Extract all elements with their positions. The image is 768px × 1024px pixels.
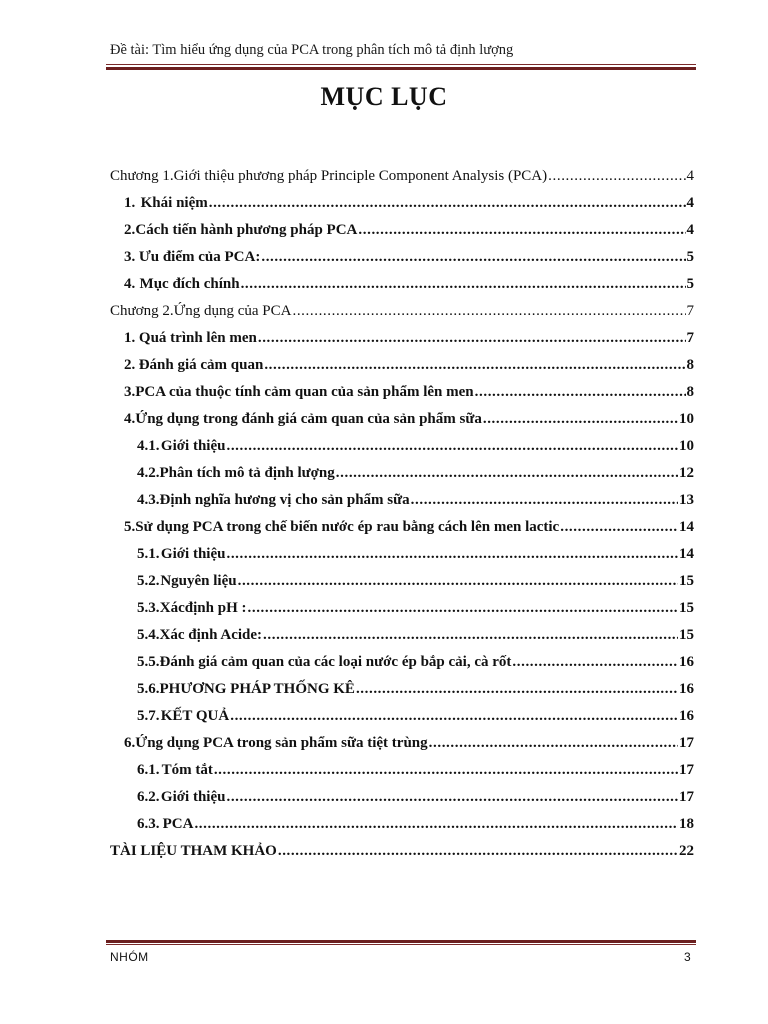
toc-entry-number: 5.2. xyxy=(137,573,160,589)
toc-entry-page: 8 xyxy=(686,384,694,400)
toc-entry-label: Ứng dụng trong đánh giá cảm quan của sản phẩm sữa xyxy=(135,411,482,427)
toc-entry-label: Khái niệm xyxy=(140,195,208,211)
toc-entry-page: 16 xyxy=(679,654,694,670)
toc-entry[interactable] xyxy=(110,487,694,514)
toc-entry-label: Ứng dụng PCA trong sản phẩm sữa tiệt trùng xyxy=(135,735,428,751)
toc-entry-label: Sử dụng PCA trong chế biến nước ép rau bằng cách lên men lactic xyxy=(135,519,560,535)
toc-entry[interactable] xyxy=(110,244,694,271)
toc-entry-number: 1. xyxy=(124,330,136,346)
toc-entry[interactable] xyxy=(110,649,694,676)
toc-entry-number: 5.1. xyxy=(137,546,160,562)
toc-entry-label: KẾT QUẢ xyxy=(160,708,230,724)
toc-entry[interactable] xyxy=(110,271,694,298)
toc-entry[interactable] xyxy=(110,406,694,433)
toc-entry[interactable] xyxy=(110,190,694,217)
toc-dot-leader xyxy=(241,271,686,298)
toc-entry[interactable] xyxy=(110,676,694,703)
footer-rule-thick xyxy=(106,940,696,943)
toc-dot-leader xyxy=(475,379,686,406)
toc-entry-label: Ứng dụng của PCA xyxy=(173,303,292,319)
toc-entry-label: Định nghĩa hương vị cho sản phẩm sữa xyxy=(159,492,410,508)
toc-entry-label: Quá trình lên men xyxy=(138,330,257,346)
toc-entry-number: 6. xyxy=(124,735,136,751)
toc-entry-page: 18 xyxy=(679,816,694,832)
toc-entry-number: 3. xyxy=(124,384,136,400)
toc-dot-leader xyxy=(214,757,678,784)
toc-entry-page: 10 xyxy=(679,438,694,454)
toc-entry-page: 16 xyxy=(679,708,694,724)
toc-entry-number: Chương 1. xyxy=(110,168,174,184)
toc-entry-page: 17 xyxy=(679,762,694,778)
toc-entry-number: 4.1. xyxy=(137,438,160,454)
toc-entry-label: Giới thiệu xyxy=(160,438,226,454)
toc-entry-label: Giới thiệu xyxy=(160,546,226,562)
toc-entry-label: Mục đích chính xyxy=(139,276,240,292)
toc-dot-leader xyxy=(209,190,686,217)
toc-entry-label: Ưu điểm của PCA: xyxy=(138,249,261,265)
toc-dot-leader xyxy=(548,163,685,190)
toc-entry-label: Giới thiệu phương pháp Principle Component Analysis (PCA) xyxy=(173,168,548,184)
toc-entry-label: Xác định Acide: xyxy=(159,627,263,643)
toc-entry-number: 6.1. xyxy=(137,762,160,778)
toc-entry-label: Xácđịnh pH : xyxy=(159,600,247,616)
toc-entry-label: Đánh giá cảm quan của các loại nước ép bắp cải, cà rốt xyxy=(159,654,512,670)
toc-entry-page: 17 xyxy=(679,735,694,751)
toc-entry-number: 6.2. xyxy=(137,789,160,805)
toc-entry-page: 15 xyxy=(679,627,694,643)
toc-dot-leader xyxy=(278,838,678,865)
toc-dot-leader xyxy=(263,622,678,649)
header-title: Đề tài: Tìm hiểu ứng dụng của PCA trong phân tích mô tả định lượng xyxy=(110,42,514,58)
toc-entry[interactable] xyxy=(110,325,694,352)
footer-label: NHÓM xyxy=(110,950,149,964)
table-of-contents xyxy=(110,163,694,865)
toc-entry-label: Giới thiệu xyxy=(160,789,226,805)
toc-entry-label: Phân tích mô tả định lượng xyxy=(159,465,335,481)
toc-entry[interactable] xyxy=(110,811,694,838)
toc-title: MỤC LỤC xyxy=(320,82,448,111)
toc-entry[interactable] xyxy=(110,460,694,487)
toc-entry-number: 5.6. xyxy=(137,681,160,697)
toc-entry-page: 16 xyxy=(679,681,694,697)
toc-entry[interactable] xyxy=(110,379,694,406)
toc-entry-page: 10 xyxy=(679,411,694,427)
toc-dot-leader xyxy=(429,730,678,757)
toc-entry-label: PCA xyxy=(162,816,194,832)
toc-entry-label: Nguyên liệu xyxy=(160,573,237,589)
toc-dot-leader xyxy=(358,217,685,244)
toc-dot-leader xyxy=(483,406,678,433)
toc-entry[interactable] xyxy=(110,622,694,649)
toc-entry-number: 5.7. xyxy=(137,708,160,724)
toc-entry-number: 5.4. xyxy=(137,627,160,643)
toc-entry-page: 5 xyxy=(686,249,694,265)
toc-entry-number: 5. xyxy=(124,519,136,535)
toc-entry[interactable] xyxy=(110,433,694,460)
footer-page-number: 3 xyxy=(684,950,691,964)
toc-entry-label: Cách tiến hành phương pháp PCA xyxy=(135,222,358,238)
toc-entry-number: 4. xyxy=(124,276,136,292)
toc-entry-page: 4 xyxy=(686,222,694,238)
toc-entry-number: 5.5. xyxy=(137,654,160,670)
toc-entry[interactable] xyxy=(110,163,694,190)
toc-entry-number: 6.3. xyxy=(137,816,160,832)
toc-entry-page: 7 xyxy=(686,303,694,319)
toc-dot-leader xyxy=(258,325,686,352)
toc-dot-leader xyxy=(411,487,678,514)
toc-entry-page: 14 xyxy=(679,546,694,562)
toc-entry[interactable] xyxy=(110,568,694,595)
toc-dot-leader xyxy=(230,703,678,730)
toc-entry-label: TÀI LIỆU THAM KHẢO xyxy=(110,843,277,859)
toc-dot-leader xyxy=(248,595,679,622)
toc-dot-leader xyxy=(261,244,685,271)
toc-dot-leader xyxy=(238,568,678,595)
toc-dot-leader xyxy=(226,541,678,568)
toc-entry[interactable] xyxy=(110,298,694,325)
toc-entry-label: PHƯƠNG PHÁP THỐNG KÊ xyxy=(159,681,355,697)
toc-entry-number: 4.2. xyxy=(137,465,160,481)
toc-entry-page: 14 xyxy=(679,519,694,535)
toc-entry-page: 5 xyxy=(686,276,694,292)
toc-entry[interactable] xyxy=(110,514,694,541)
header-rule-thick xyxy=(106,67,696,70)
toc-dot-leader xyxy=(226,784,678,811)
toc-dot-leader xyxy=(560,514,678,541)
toc-dot-leader xyxy=(512,649,678,676)
toc-entry-label: Tóm tắt xyxy=(161,762,213,778)
toc-dot-leader xyxy=(336,460,678,487)
toc-entry-number: 1. xyxy=(124,195,136,211)
toc-entry[interactable] xyxy=(110,784,694,811)
toc-entry-page: 15 xyxy=(679,600,694,616)
toc-entry-page: 4 xyxy=(686,168,694,184)
toc-entry-label: PCA của thuộc tính cảm quan của sản phẩm lên men xyxy=(135,384,474,400)
toc-entry-page: 15 xyxy=(679,573,694,589)
toc-entry-page: 22 xyxy=(679,843,694,859)
toc-dot-leader xyxy=(356,676,678,703)
toc-entry[interactable] xyxy=(110,217,694,244)
toc-entry-page: 4 xyxy=(686,195,694,211)
toc-entry[interactable] xyxy=(110,757,694,784)
header-rule-thin xyxy=(106,64,696,65)
toc-entry-number: Chương 2. xyxy=(110,303,174,319)
footer-rule-thin xyxy=(106,944,696,945)
toc-entry-label: Đánh giá cảm quan xyxy=(138,357,264,373)
toc-entry[interactable] xyxy=(110,838,694,865)
toc-entry-page: 13 xyxy=(679,492,694,508)
toc-entry-number: 2. xyxy=(124,222,136,238)
toc-entry-page: 7 xyxy=(686,330,694,346)
toc-entry[interactable] xyxy=(110,730,694,757)
toc-entry-page: 12 xyxy=(679,465,694,481)
toc-entry-number: 5.3. xyxy=(137,600,160,616)
toc-entry[interactable] xyxy=(110,352,694,379)
toc-entry-page: 17 xyxy=(679,789,694,805)
toc-entry-number: 4. xyxy=(124,411,136,427)
toc-entry[interactable] xyxy=(110,595,694,622)
toc-entry-number: 3. xyxy=(124,249,136,265)
toc-dot-leader xyxy=(194,811,678,838)
toc-entry[interactable] xyxy=(110,703,694,730)
toc-dot-leader xyxy=(292,298,685,325)
toc-entry-number: 2. xyxy=(124,357,136,373)
toc-dot-leader xyxy=(226,433,678,460)
toc-entry-number: 4.3. xyxy=(137,492,160,508)
toc-entry-page: 8 xyxy=(686,357,694,373)
toc-dot-leader xyxy=(264,352,685,379)
toc-entry[interactable] xyxy=(110,541,694,568)
